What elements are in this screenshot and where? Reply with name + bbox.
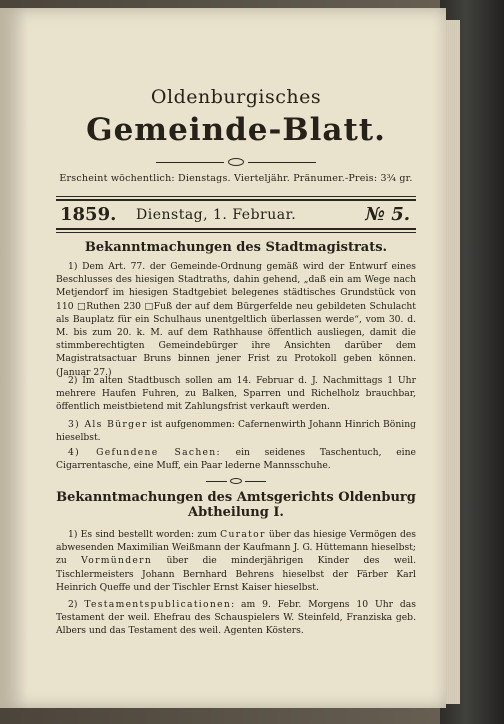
masthead-subtitle: Oldenburgisches (150, 86, 322, 108)
section-heading-abtheilung: Abtheilung I. (188, 505, 284, 520)
newspaper-page (0, 8, 446, 708)
section-heading-magistrat: Bekanntmachungen des Stadtmagistrats. (84, 240, 388, 255)
issue-year: 1859. (60, 204, 117, 225)
section-heading-amtsgericht: Bekanntmachungen des Amtsgerichts Oldenburg (56, 490, 416, 505)
article-2: 2) Im alten Stadtbusch sollen am 14. Februar d. J. Nachmittags 1 Uhr mehrere Haufen Fuhren, zu Balken, Sparren und Richelholz brauchbar, öffentlich meistbietend mit Zahlungsfrist verkauft werden. (56, 375, 416, 413)
court-article-1-end: über die minderjährigen Kinder des weil. Tischlermeisters Johann Bernhard Behrens hieselbst der Färber Karl Heinrich Queffe und der Tischler Ernst Kaiser hieselbst. (56, 555, 416, 593)
section-divider (206, 478, 266, 484)
rule-bottom-thin (56, 232, 416, 233)
court-article-1-label-curator: Curator (220, 529, 266, 540)
rule-top-thin (56, 196, 416, 197)
article-3-text: ist aufgenommen: Cafernenwirth Johann Hinrich Böning hieselbst. (56, 419, 416, 444)
page-edges (444, 20, 460, 704)
court-article-1-intro: 1) Es sind bestellt worden: zum (68, 529, 221, 540)
article-1: 1) Dem Art. 77. der Gemeinde-Ordnung gemäß wird der Entwurf eines Beschlusses des hiesigen Stadtraths, dahin gehend, „daß ein am Wege nach Metjendorf im hiesigen Stadtgebiet belegenes städtisches Grundstück von 110 □Ruthen 230 □Fuß der auf dem Bürgerfelde neu gebildeten Schulacht als Bauplatz für ein Schulhaus unentgeltlich überlassen werde“, vom 30. d. M. bis zum 20. k. M. auf dem Rathhause öffentlich ausliegen, damit die stimmberechtigten Gemeindebürger ihre Ansichten darüber dem Magistratsactuar Bruns binnen jener Frist zu Protokoll geben können. (Januar 27.) (56, 261, 416, 378)
page-content (56, 8, 416, 708)
rule-top-thick (56, 199, 416, 201)
court-article-1 (56, 528, 416, 594)
court-article-1-mid: über das hiesige Vermögen des abwesenden Maximilian Weißmann der Kaufmann J. G. Hüttemann hieselbst; zu (56, 529, 416, 567)
article-4-label: 4) Gefundene Sachen: (68, 447, 221, 458)
masthead-title: Gemeinde-Blatt. (86, 112, 386, 148)
court-article-2-label: Testamentspublicationen (84, 599, 232, 610)
page-gutter-shadow (0, 8, 28, 708)
article-4 (56, 446, 416, 472)
article-4-text: ein seidenes Taschentuch, eine Cigarrentasche, eine Muff, ein Paar lederne Mannsschuhe. (56, 447, 416, 472)
publication-info: Erscheint wöchentlich: Dienstags. Vierteljähr. Pränumer.-Preis: 3¾ gr. (59, 173, 413, 184)
issue-dateline (56, 204, 416, 226)
court-article-1-label-vormuender: Vormündern (81, 555, 153, 567)
rule-bottom-thick (56, 228, 416, 230)
court-article-2 (56, 598, 416, 638)
article-3-label: 3) Als Bürger (68, 419, 148, 430)
article-3 (56, 418, 416, 444)
issue-number: № 5. (365, 204, 410, 225)
court-article-2-text: : am 9. Febr. Morgens 10 Uhr das Testament der weil. Ehefrau des Schauspielers W. Steinfeld, Franziska geb. Albers und das Testament des weil. Agenten Kösters. (56, 599, 416, 637)
issue-date: Dienstag, 1. Februar. (136, 207, 297, 223)
court-article-2-num: 2) (68, 599, 85, 610)
masthead-ornament (156, 158, 316, 166)
